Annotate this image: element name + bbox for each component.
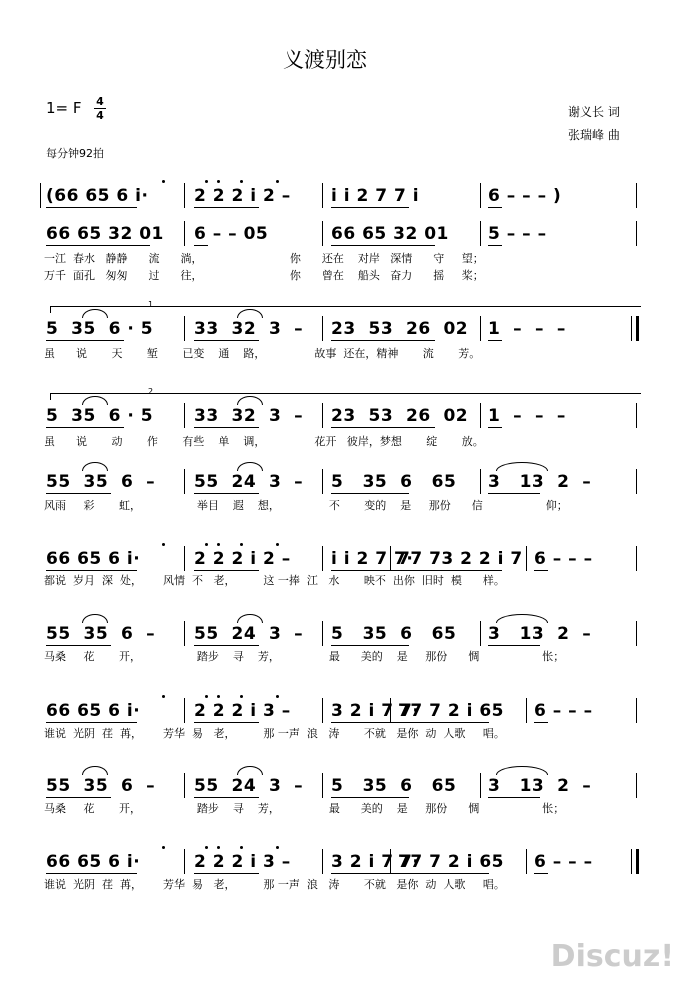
octave-dot	[276, 180, 279, 183]
beam	[331, 245, 435, 246]
measure-notes: 6 – – –	[534, 549, 593, 569]
measure-notes: 5 – – –	[488, 224, 547, 244]
lyric-line: 虽 说 天 堑 已变 通 路， 故事 还在，精神 流 芳。	[44, 347, 481, 360]
beam	[46, 722, 137, 723]
measure-notes: 6 – – 05	[194, 224, 269, 244]
measure-notes: 3 2 i 7 7·	[331, 852, 420, 872]
slur	[237, 462, 263, 471]
barline	[636, 546, 637, 571]
beam	[46, 340, 124, 341]
barline	[322, 546, 323, 571]
barline	[184, 316, 185, 341]
measure-notes: 55 24 3 –	[194, 776, 304, 796]
barline	[322, 403, 323, 428]
measure-notes: 5 35 6 65	[331, 776, 457, 796]
measure-notes: 33 32 3 –	[194, 406, 304, 426]
barline	[526, 698, 527, 723]
beam	[194, 427, 259, 428]
measure-notes: 2 2 2 i 3 –	[194, 852, 291, 872]
slur	[237, 614, 263, 623]
barline	[636, 773, 637, 798]
beam	[398, 570, 502, 571]
barline	[184, 698, 185, 723]
watermark-logo: Discuz!	[550, 939, 674, 974]
measure-notes: i i 2 7 7·	[331, 549, 414, 569]
beam	[331, 427, 435, 428]
measure-notes: 2 2 2 i 3 –	[194, 701, 291, 721]
measure-notes: 66 65 6 i·	[46, 852, 141, 872]
measure-notes: 23 53 26 02	[331, 319, 469, 339]
octave-dot	[217, 543, 220, 546]
measure-notes: 55 35 6 –	[46, 472, 156, 492]
barline	[390, 698, 391, 723]
octave-dot	[276, 543, 279, 546]
octave-dot	[162, 695, 165, 698]
measure-notes: 66 65 32 01	[46, 224, 164, 244]
barline	[636, 221, 637, 246]
volta-bracket	[50, 306, 641, 313]
slur	[82, 614, 108, 623]
notation-row	[44, 620, 644, 650]
barline	[184, 546, 185, 571]
barline	[184, 773, 185, 798]
beam	[46, 245, 150, 246]
octave-dot	[217, 180, 220, 183]
barline	[480, 183, 481, 208]
slur	[82, 462, 108, 471]
measure-notes: i i 2 7 7 i	[331, 186, 420, 206]
barline	[636, 698, 637, 723]
octave-dot	[162, 180, 165, 183]
time-signature	[94, 96, 106, 121]
lyric-line: 谁说 光阴 荏 苒， 芳华 易 老， 那 一声 浪 涛 不就 是你 动 人歌 唱。	[44, 727, 505, 740]
beam	[398, 722, 489, 723]
notation-row	[44, 848, 644, 878]
lyric-line: 风雨 彩 虹， 举目 遐 想， 不 变的 是 那份 信 仰；	[44, 499, 568, 512]
barline	[480, 621, 481, 646]
measure-notes: 5 35 6 65	[331, 624, 457, 644]
octave-dot	[162, 543, 165, 546]
measure-notes: 6 – – – )	[488, 186, 562, 206]
measure-notes: (66 65 6 i·	[46, 186, 149, 206]
beam	[194, 722, 259, 723]
barline	[631, 316, 632, 341]
beam	[488, 207, 502, 208]
octave-dot	[276, 846, 279, 849]
beam	[488, 245, 502, 246]
notation-row	[44, 402, 644, 432]
measure-notes: 55 35 6 –	[46, 624, 156, 644]
barline	[322, 698, 323, 723]
lyric-line: 谁说 光阴 荏 苒， 芳华 易 老， 那 一声 浪 涛 不就 是你 动 人歌 唱。	[44, 878, 505, 891]
beam	[194, 570, 259, 571]
octave-dot	[217, 695, 220, 698]
measure-notes: 3 13 2 –	[488, 776, 592, 796]
measure-notes: 77 73 2 2 i 7	[398, 549, 523, 569]
measure-notes: 5 35 6 · 5	[46, 406, 154, 426]
beam	[534, 873, 548, 874]
octave-dot	[205, 846, 208, 849]
measure-notes: 66 65 6 i·	[46, 549, 141, 569]
measure-notes: 6 – – –	[534, 852, 593, 872]
barline	[184, 621, 185, 646]
measure-notes: 5 35 6 65	[331, 472, 457, 492]
lyric-line: 虽 说 动 作 有些 单 调， 花开 彼岸，梦想 绽 放。	[44, 435, 484, 448]
beam	[46, 427, 124, 428]
tie	[496, 462, 548, 471]
notation-row	[44, 220, 644, 250]
tie	[496, 614, 548, 623]
measure-notes: 5 35 6 · 5	[46, 319, 154, 339]
octave-dot	[217, 846, 220, 849]
beam	[46, 570, 137, 571]
volta-number: 2	[148, 387, 154, 396]
measure-notes: 3 13 2 –	[488, 472, 592, 492]
slur	[82, 766, 108, 775]
volta-bracket	[50, 393, 641, 400]
composer-credit: 张瑞峰 曲	[568, 128, 620, 142]
barline	[184, 403, 185, 428]
lyric-line: 一江 春水 静静 流 淌， 你 还在 对岸 深情 守 望；	[44, 252, 484, 265]
barline	[480, 316, 481, 341]
measure-notes: 3 13 2 –	[488, 624, 592, 644]
beam	[331, 645, 409, 646]
notation-row	[44, 545, 644, 575]
start-barline	[40, 183, 41, 208]
barline	[636, 621, 637, 646]
measure-notes: 6 – – –	[534, 701, 593, 721]
measure-notes: 66 65 6 i·	[46, 701, 141, 721]
beam	[488, 427, 502, 428]
tempo-marking: 每分钟92拍	[46, 147, 104, 160]
beam	[331, 493, 409, 494]
time-signature-bottom: 4	[96, 109, 104, 122]
octave-dot	[205, 543, 208, 546]
measure-notes: 55 24 3 –	[194, 624, 304, 644]
lyric-line: 万千 面孔 匆匆 过 往， 你 曾在 船头 奋力 摇 桨；	[44, 269, 484, 282]
beam	[534, 722, 548, 723]
time-signature-top: 4	[96, 95, 104, 108]
beam	[46, 207, 137, 208]
measure-notes: 2 2 2 i 2 –	[194, 549, 291, 569]
tie	[496, 766, 548, 775]
barline	[184, 849, 185, 874]
end-barline	[636, 316, 639, 341]
notation-row	[44, 315, 644, 345]
beam	[194, 645, 259, 646]
octave-dot	[240, 846, 243, 849]
end-barline	[636, 849, 639, 874]
beam	[331, 797, 409, 798]
beam	[331, 340, 435, 341]
octave-dot	[240, 695, 243, 698]
measure-notes: 2 2 2 i 2 –	[194, 186, 291, 206]
slur	[237, 766, 263, 775]
barline	[390, 546, 391, 571]
beam	[488, 645, 540, 646]
lyric-line: 马桑 花 开， 踏步 寻 芳， 最 美的 是 那份 惆 怅；	[44, 650, 565, 663]
barline	[322, 469, 323, 494]
beam	[46, 797, 111, 798]
song-title: 义渡别恋	[283, 48, 367, 72]
octave-dot	[240, 180, 243, 183]
measure-notes: 77 7 2 i 65	[398, 701, 504, 721]
measure-notes: 3 2 i 7 7·	[331, 701, 420, 721]
barline	[631, 849, 632, 874]
octave-dot	[240, 543, 243, 546]
octave-dot	[205, 695, 208, 698]
barline	[480, 469, 481, 494]
barline	[480, 403, 481, 428]
beam	[194, 493, 259, 494]
measure-notes: 55 24 3 –	[194, 472, 304, 492]
beam	[46, 493, 111, 494]
notation-row	[44, 697, 644, 727]
measure-notes: 66 65 32 01	[331, 224, 449, 244]
beam	[488, 797, 540, 798]
beam	[331, 207, 409, 208]
barline	[184, 183, 185, 208]
volta-number: 1	[148, 300, 154, 309]
measure-notes: 23 53 26 02	[331, 406, 469, 426]
barline	[480, 221, 481, 246]
measure-notes: 1 – – –	[488, 319, 566, 339]
beam	[488, 493, 540, 494]
barline	[184, 469, 185, 494]
lyric-line: 都说 岁月 深 处， 风情 不 老， 这 一捧 江 水 映不 出你 旧时 模 样。	[44, 574, 505, 587]
measure-notes: 55 35 6 –	[46, 776, 156, 796]
beam	[488, 340, 502, 341]
beam	[194, 245, 208, 246]
barline	[636, 403, 637, 428]
barline	[390, 849, 391, 874]
barline	[526, 849, 527, 874]
measure-notes: 33 32 3 –	[194, 319, 304, 339]
barline	[480, 773, 481, 798]
octave-dot	[205, 180, 208, 183]
beam	[398, 873, 489, 874]
notation-row	[44, 772, 644, 802]
notation-row	[44, 468, 644, 498]
beam	[194, 797, 259, 798]
beam	[534, 570, 548, 571]
notation-row	[44, 182, 644, 212]
beam	[46, 873, 137, 874]
beam	[194, 340, 259, 341]
barline	[184, 221, 185, 246]
beam	[194, 207, 259, 208]
barline	[322, 773, 323, 798]
measure-notes: 77 7 2 i 65	[398, 852, 504, 872]
measure-notes: 1 – – –	[488, 406, 566, 426]
barline	[636, 183, 637, 208]
octave-dot	[276, 695, 279, 698]
key-signature: 1= F	[46, 99, 82, 117]
octave-dot	[162, 846, 165, 849]
barline	[322, 183, 323, 208]
lyricist-credit: 谢义长 词	[568, 105, 620, 119]
barline	[636, 469, 637, 494]
beam	[194, 873, 259, 874]
barline	[322, 221, 323, 246]
lyric-line: 马桑 花 开， 踏步 寻 芳， 最 美的 是 那份 惆 怅；	[44, 802, 565, 815]
barline	[322, 621, 323, 646]
barline	[322, 316, 323, 341]
beam	[46, 645, 111, 646]
barline	[526, 546, 527, 571]
barline	[322, 849, 323, 874]
